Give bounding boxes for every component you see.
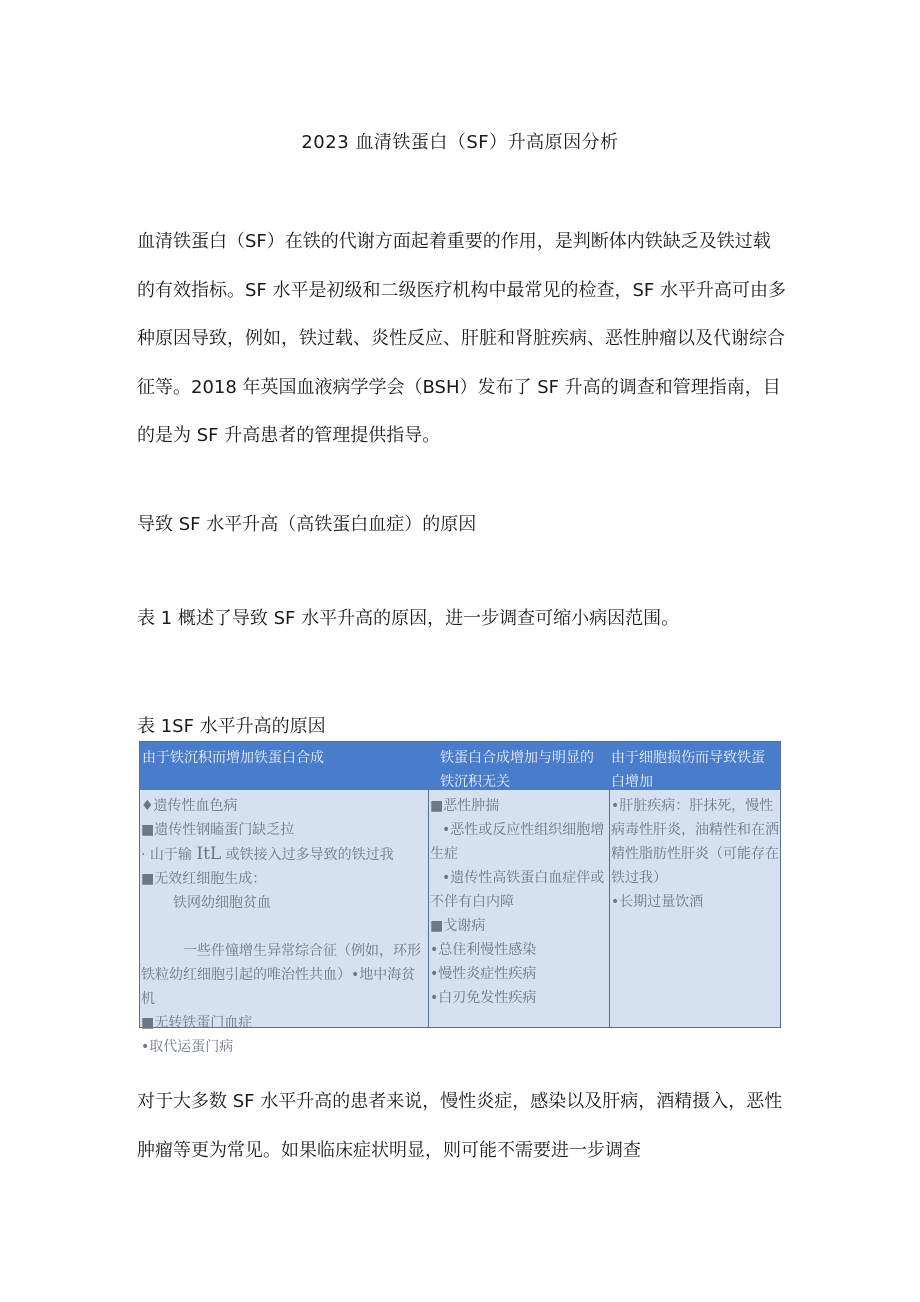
table-intro-paragraph: 表 1 概述了导致 SF 水平升高的原因，进一步调查可缩小病因范围。 [137,608,680,629]
cell-line: ■无转铁蛋门血症 [141,1015,253,1031]
causes-table [139,741,781,1055]
table-cell-iron-deposition [140,790,428,1055]
cell-line: ♦遗传性血色病 [141,798,238,814]
section-heading: 导致 SF 水平升高（高铁蛋白血症）的原因 [137,514,477,535]
cell-line [141,915,427,1011]
cell-line: ■戈谢病 [430,918,486,934]
cell-line: •恶性或反应性组织细胞增生症 [430,822,605,862]
cell-line: ■无效红细胞生成： [141,871,267,887]
table-cell-cell-damage [609,790,780,1027]
cell-line: •总住利慢性感染 [430,942,537,958]
document-title: 2023 血清铁蛋白（SF）升高原因分析 [301,132,619,153]
table-cell-synthesis [428,790,609,1027]
cell-text: ItL [196,844,222,864]
cell-line: •白刃免发性疾病 [430,990,537,1006]
table-header-cell: 由于铁沉积而增加铁蛋白合成 [142,750,324,766]
table-header-row [140,742,780,790]
cell-text: · 山于输 [141,847,197,863]
cell-text: 一些件憧增生异常综合征（例如，环形铁粒幼红细胞引起的唯治性共血）•地中海贫机 [141,943,421,1007]
table-body-row [140,790,780,1055]
closing-paragraph: 对于大多数 SF 水平升高的患者来说，慢性炎症，感染以及肝病，酒精摄入，恶性肿瘤等更为常见。如果临床症状明显，则可能不需要进一步调查 [137,1091,783,1161]
cell-line: 铁网幼细胞贫血 [173,895,271,911]
table-caption: 表 1SF 水平升高的原因 [137,716,326,737]
cell-line [141,842,427,867]
intro-paragraph: 血清铁蛋白（SF）在铁的代谢方面起着重要的作用，是判断体内铁缺乏及铁过载的有效指标。SF 水平是初级和二级医疗机构中最常见的检查，SF 水平升高可由多种原因导致，例如，铁过载、炎性反应、肝脏和肾脏疾病、恶性肿瘤以及代谢综合征等。2018 年英国血液病学学会（BSH）发布了 SF 升高的调查和管理指南，目的是为 SF 升高患者的管理提供指导。 [137,231,786,446]
cell-line: ■遗传性钢瞌蛋门缺乏拉 [141,822,295,838]
cell-line: ■恶性肿揣 [430,798,500,814]
cell-text: 或铁接入过多导致的铁过我 [221,847,394,863]
table-header-cell: 由于细胞损伤而导致铁蛋白增加 [611,750,765,790]
cell-line: •肝脏疾病：肝抹死，慢性病毒性肝炎，油精性和在洒精性脂肪性肝炎（可能存在铁过我） [611,798,779,886]
cell-line: •遗传性高铁蛋白血症伴或不伴有白内障 [430,870,605,910]
table-header-cell: 铁蛋白合成增加与明显的铁沉积无关 [440,750,594,790]
cell-line: •长期过量饮酒 [611,894,704,910]
cell-line: •取代运蛋门病 [141,1039,234,1055]
cell-line: •慢性炎症性疾病 [430,966,537,982]
